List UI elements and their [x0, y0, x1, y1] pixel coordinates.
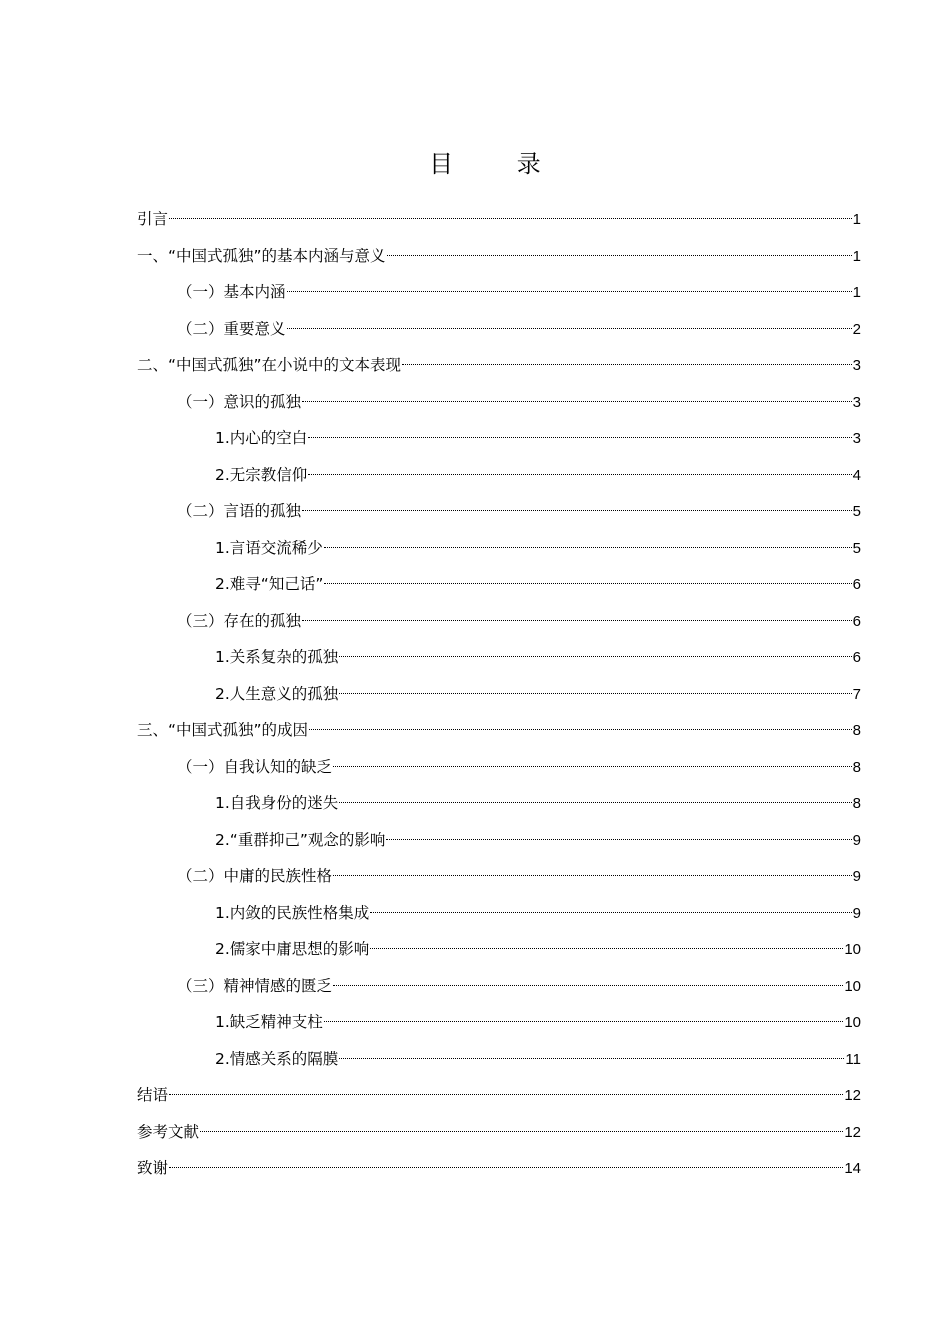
toc-page-number: 10	[844, 941, 861, 958]
toc-dot-leader	[387, 255, 852, 256]
toc-entry[interactable]	[137, 457, 861, 494]
toc-dot-leader	[169, 1167, 843, 1168]
toc-entry-text: 2.无宗教信仰	[215, 465, 308, 484]
toc-dot-leader	[308, 474, 851, 475]
toc-dot-leader	[169, 218, 852, 219]
toc-entry-text: （三）存在的孤独	[177, 611, 302, 630]
toc-entry[interactable]	[137, 1077, 861, 1114]
toc-page-number: 14	[844, 1160, 861, 1177]
toc-entry-text: 致谢	[137, 1159, 169, 1177]
toc-dot-leader	[169, 1094, 843, 1095]
toc-page-number: 9	[852, 831, 861, 849]
toc-dot-leader	[339, 693, 851, 694]
toc-dot-leader	[339, 656, 851, 657]
toc-page-number: 8	[852, 758, 861, 776]
toc-entry[interactable]	[137, 1114, 861, 1151]
toc-entry-text: 三、“中国式孤独”的成因	[137, 721, 309, 739]
toc-page-number: 6	[852, 612, 861, 630]
toc-entry[interactable]	[137, 493, 861, 530]
toc-entry-text: （二）言语的孤独	[177, 502, 302, 520]
toc-entry-text: 2.难寻“知己话”	[215, 575, 324, 593]
toc-page-number: 4	[852, 466, 861, 484]
toc-entry-text: 1.内敛的民族性格集成	[215, 903, 370, 922]
toc-page-number: 1	[852, 247, 861, 265]
toc-entry-text: （一）基本内涵	[177, 283, 286, 301]
toc-page-number: 9	[852, 868, 861, 885]
toc-page-number: 9	[852, 904, 861, 922]
toc-entry[interactable]	[137, 931, 861, 968]
toc-entry-text: 1.内心的空白	[215, 429, 308, 447]
toc-dot-leader	[200, 1131, 843, 1132]
toc-page-number: 8	[852, 795, 861, 812]
toc-entry-text: 1.缺乏精神支柱	[215, 1013, 323, 1031]
toc-page-number: 12	[844, 1087, 861, 1104]
toc-entry-text: （一）自我认知的缺乏	[177, 757, 333, 776]
toc-dot-leader	[308, 437, 851, 438]
toc-page-number: 1	[852, 284, 861, 301]
toc-title: 目 录	[429, 150, 569, 178]
toc-page-number: 3	[852, 430, 861, 447]
toc-entry[interactable]	[137, 274, 861, 311]
toc-entry[interactable]	[137, 712, 861, 749]
toc-entry-text: 二、“中国式孤独”在小说中的文本表现	[137, 356, 402, 374]
toc-page-number: 5	[852, 539, 861, 557]
toc-dot-leader	[370, 912, 851, 913]
toc-page-number: 2	[852, 320, 861, 338]
toc-entry[interactable]	[137, 530, 861, 567]
toc-entry[interactable]	[137, 420, 861, 457]
toc-dot-leader	[324, 583, 851, 584]
toc-entry[interactable]	[137, 311, 861, 348]
toc-page-number: 11	[845, 1050, 861, 1068]
toc-entry[interactable]	[137, 639, 861, 676]
toc-dot-leader	[333, 875, 852, 876]
toc-dot-leader	[287, 291, 852, 292]
toc-page-number: 5	[852, 503, 861, 520]
toc-entry-text: （一）意识的孤独	[177, 392, 302, 411]
toc-page-number: 7	[852, 685, 861, 703]
toc-entry[interactable]	[137, 858, 861, 895]
toc-dot-leader	[302, 510, 852, 511]
toc-dot-leader	[287, 328, 852, 329]
toc-entry-text: 2.人生意义的孤独	[215, 684, 339, 703]
toc-entry[interactable]	[137, 201, 861, 238]
toc-entry-text: 参考文献	[137, 1122, 200, 1141]
toc-entry-text: 1.自我身份的迷失	[215, 794, 339, 812]
toc-entry[interactable]	[137, 968, 861, 1005]
toc-dot-leader	[339, 1058, 844, 1059]
toc-dot-leader	[302, 620, 852, 621]
toc-entry-text: （二）重要意义	[177, 319, 286, 338]
toc-entry-text: 1.言语交流稀少	[215, 538, 323, 557]
toc-page-number: 12	[844, 1123, 861, 1141]
toc-entry-text: 结语	[137, 1086, 169, 1104]
toc-page-number: 1	[852, 211, 861, 228]
toc-dot-leader	[302, 401, 852, 402]
toc-entry-text: （三）精神情感的匮乏	[177, 976, 333, 995]
toc-page-number: 6	[852, 576, 861, 593]
toc-entry[interactable]	[137, 566, 861, 603]
toc-entry[interactable]	[137, 1004, 861, 1041]
toc-dot-leader	[370, 948, 843, 949]
toc-page-number: 10	[844, 1014, 861, 1031]
toc-entry-text: 2.情感关系的隔膜	[215, 1049, 339, 1068]
toc-dot-leader	[309, 729, 852, 730]
toc-entry-text: 一、“中国式孤独”的基本内涵与意义	[137, 246, 386, 265]
toc-entry[interactable]	[137, 749, 861, 786]
toc-dot-leader	[324, 547, 852, 548]
toc-entry-text: （二）中庸的民族性格	[177, 867, 333, 885]
toc-entry-text: 引言	[137, 210, 169, 228]
toc-entry[interactable]	[137, 785, 861, 822]
toc-dot-leader	[333, 766, 852, 767]
toc-list	[137, 201, 861, 1187]
toc-entry[interactable]	[137, 1041, 861, 1078]
toc-page-number: 10	[844, 977, 861, 995]
toc-entry-text: 1.关系复杂的孤独	[215, 648, 339, 666]
toc-entry[interactable]	[137, 676, 861, 713]
toc-entry[interactable]	[137, 822, 861, 859]
toc-dot-leader	[324, 1021, 844, 1022]
toc-page-number: 6	[852, 649, 861, 666]
toc-entry[interactable]	[137, 895, 861, 932]
toc-page-number: 3	[852, 357, 861, 374]
toc-dot-leader	[402, 364, 852, 365]
toc-entry[interactable]	[137, 347, 861, 384]
toc-page-number: 8	[852, 722, 861, 739]
toc-dot-leader	[339, 802, 851, 803]
toc-entry[interactable]	[137, 1150, 861, 1187]
toc-entry[interactable]	[137, 603, 861, 640]
toc-entry[interactable]	[137, 238, 861, 275]
toc-dot-leader	[386, 839, 851, 840]
toc-entry-text: 2.儒家中庸思想的影响	[215, 940, 370, 958]
toc-entry-text: 2.“重群抑己”观念的影响	[215, 830, 386, 849]
toc-entry[interactable]	[137, 384, 861, 421]
toc-page-number: 3	[852, 393, 861, 411]
toc-dot-leader	[333, 985, 843, 986]
